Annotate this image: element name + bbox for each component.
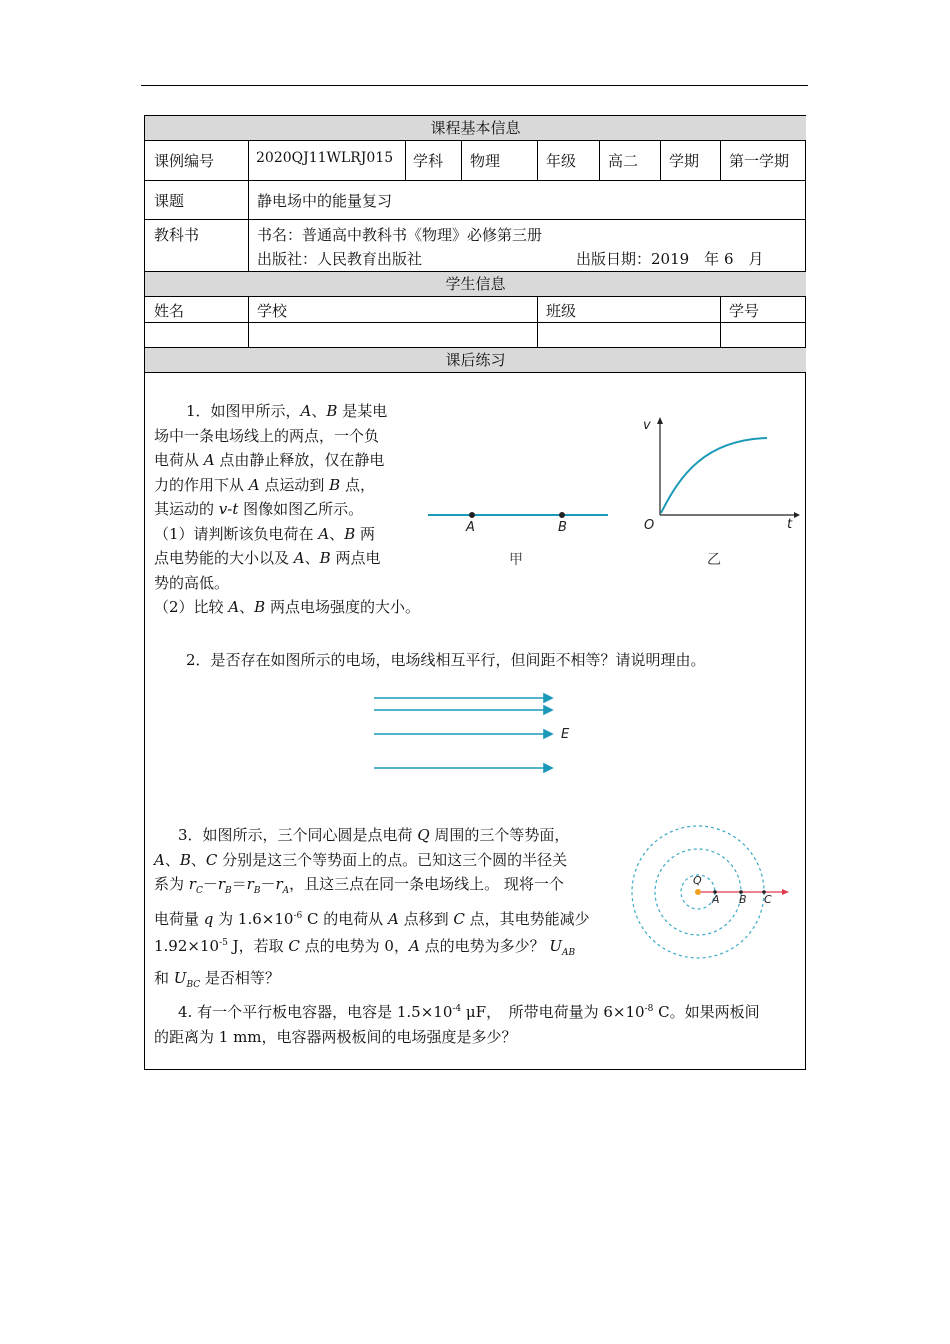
col-divider (461, 140, 462, 180)
axis-v-label: v (643, 418, 651, 433)
arrow-head (544, 706, 552, 714)
topic-value: 静电场中的能量复习 (257, 192, 393, 210)
caption-yi: 乙 (707, 552, 721, 568)
arrow-head (544, 694, 552, 702)
student-info-header: 学生信息 (145, 271, 806, 297)
textbook-publisher: 出版社：人民教育出版社 (257, 250, 423, 268)
v-axis-arrow (657, 417, 663, 424)
col-divider (599, 140, 600, 180)
subject-label: 学科 (413, 152, 444, 170)
label-b: B (558, 520, 567, 535)
exercises-header: 课后练习 (145, 347, 806, 373)
subject-value: 物理 (470, 152, 501, 170)
question-2: 2．是否存在如图所示的电场，电场线相互平行，但间距不相等？请说明理由。 (186, 651, 706, 669)
col-divider (720, 140, 721, 180)
grade-value: 高二 (608, 152, 639, 170)
top-rule (141, 85, 808, 86)
t-axis-arrow (794, 512, 800, 518)
grade-label: 年级 (546, 152, 577, 170)
textbook-name: 书名：普通高中教科书《物理》必修第三册 (257, 226, 543, 244)
textbook-pub-date: 出版日期：2019 年 6 月 (576, 250, 764, 268)
col-divider (720, 296, 721, 347)
textbook-label: 教科书 (154, 226, 200, 244)
row-divider (145, 180, 806, 181)
axis-t-label: t (787, 517, 793, 532)
label-b: B (739, 893, 747, 906)
figure-yi-vt-graph (640, 415, 800, 525)
question-3: 3．如图所示，三个同心圆是点电荷 Q 周围的三个等势面， A、B、C 分别是这三个等势面上的点。已知这三个圆的半径关 系为 $r_C-r_B=r_B-r_A$，且这三点在同一条电场线上。 现将一个 电荷量 q 为 $1.6\times 10^{-6}$ C 的电荷从 A 点移到 C 点，其电势能减少 $1.92\times 10^{-5}$ J，若取 C 点的电势为 0，A 点的电势为多少？ $U_{AB}$ 和 $U_{BC}$ 是否相等？ (154, 826, 590, 990)
label-a: A (466, 520, 475, 535)
label-a: A (712, 893, 720, 906)
arrow-head (544, 764, 552, 772)
row-divider (145, 219, 806, 220)
point-a (469, 512, 475, 518)
point-charge-q (695, 889, 701, 895)
col-divider (405, 140, 406, 180)
vt-curve (661, 438, 767, 513)
col-divider (248, 140, 249, 271)
topic-label: 课题 (154, 192, 185, 210)
label-c: C (764, 893, 772, 906)
col-divider (537, 140, 538, 180)
label-e: E (561, 727, 570, 742)
class-label: 班级 (546, 302, 577, 320)
term-value: 第一学期 (729, 152, 790, 170)
caption-jia: 甲 (509, 552, 523, 568)
figure-parallel-field-lines (370, 688, 560, 778)
course-id-value: 2020QJ11WLRJ015 (256, 150, 394, 166)
col-divider (660, 140, 661, 180)
name-label: 姓名 (154, 302, 185, 320)
course-info-header: 课程基本信息 (145, 115, 806, 141)
arrow-head (782, 889, 789, 895)
course-id-label: 课例编号 (154, 152, 215, 170)
question-1: 1．如图甲所示，A、B 是某电 场中一条电场线上的两点，一个负 电荷从 A 点由静止释放，仅在静电 力的作用下从 A 点运动到 B 点， 其运动的 v-t 图像如图乙所示。 （1）请判断该负电荷在 A、B 两 点电势能的大小以及 A、B 两点电 势的高低。 （2）比较 A、B 两点电场强度的大小。 (154, 402, 420, 616)
term-label: 学期 (669, 152, 700, 170)
question-4: 4. 有一个平行板电容器，电容是 $1.5\times 10^{-4}$ μF， 所带电荷量为 $6\times 10^{-8}$ C。如果两板间 的距离为 1 mm，电容器两极板间的电场强度是多少？ (154, 1003, 760, 1046)
point-b (559, 512, 565, 518)
arrow-head (544, 730, 552, 738)
origin-label: O (644, 518, 655, 533)
school-input[interactable] (249, 323, 537, 346)
number-label: 学号 (729, 302, 760, 320)
school-label: 学校 (257, 302, 288, 320)
col-divider (537, 296, 538, 347)
label-q: Q (693, 874, 702, 887)
